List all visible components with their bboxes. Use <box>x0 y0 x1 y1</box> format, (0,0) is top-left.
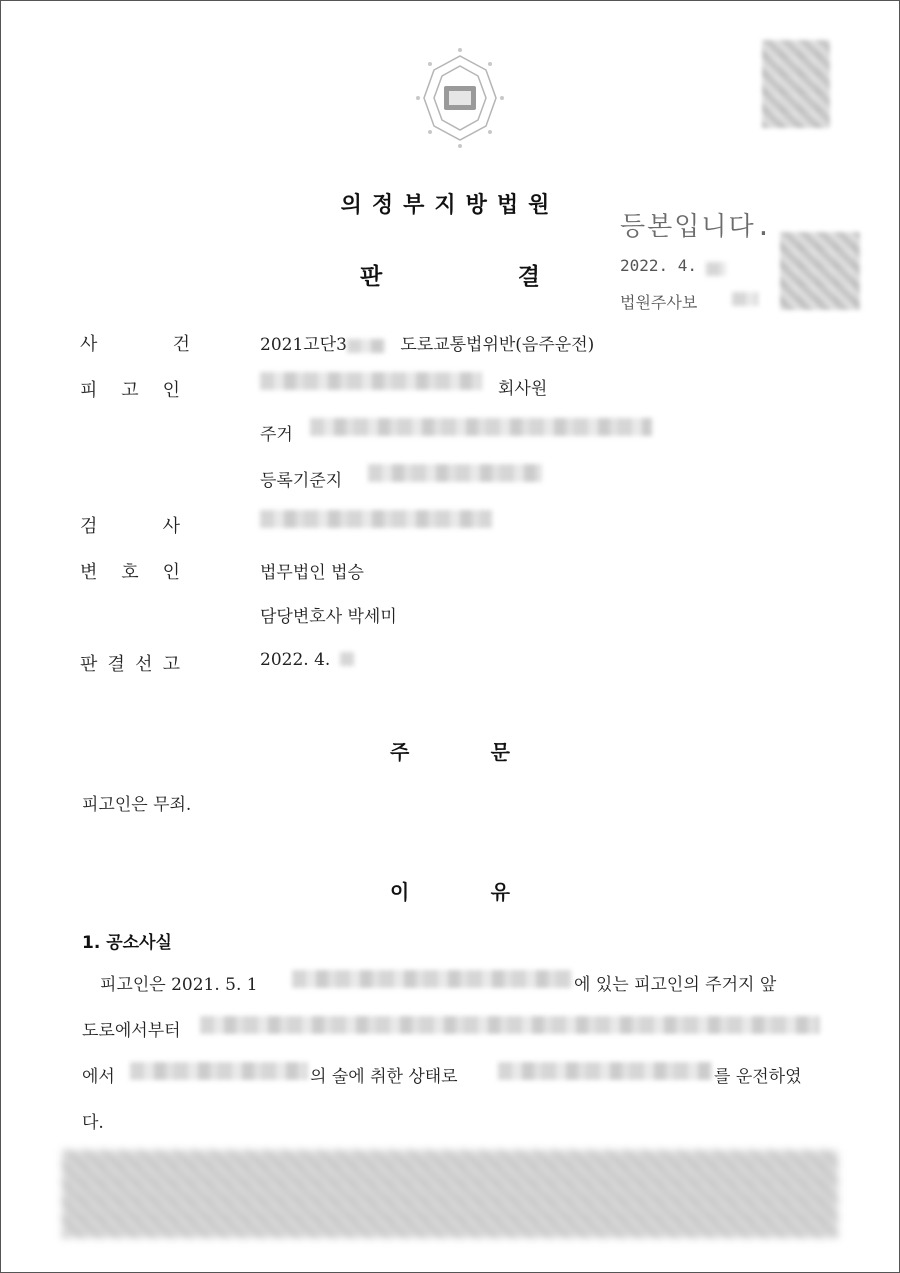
verdict-date-label: 판 결 선 고 <box>80 654 180 675</box>
title-char: 결 <box>517 264 540 290</box>
paragraph-line: 를 운전하였 <box>714 1067 802 1087</box>
redacted-prosecutor <box>260 510 492 528</box>
prosecutor-label: 검 사 <box>80 516 180 537</box>
redacted-text <box>292 970 572 988</box>
court-emblem-icon <box>400 38 520 158</box>
defendant-occupation: 회사원 <box>498 379 548 399</box>
case-label: 사 건 <box>80 334 190 355</box>
title-char: 판 <box>360 264 383 290</box>
attorney: 담당변호사 박세미 <box>260 607 397 627</box>
paragraph-line: 도로에서부터 <box>82 1021 181 1041</box>
defendant-label: 피 고 인 <box>80 380 180 401</box>
paragraph-line: 에서 <box>82 1067 115 1087</box>
counsel-label: 변 호 인 <box>80 562 180 583</box>
redacted-text <box>340 652 354 666</box>
reasons-heading: 이 유 <box>390 880 510 904</box>
case-value <box>260 330 594 355</box>
residence-label: 주거 <box>260 425 293 445</box>
paragraph-line: 의 술에 취한 상태로 <box>310 1067 458 1087</box>
redacted-text <box>347 339 385 353</box>
verdict-date: 2022. 4. <box>260 650 331 670</box>
court-name: 의정부지방법원 <box>340 193 560 218</box>
registry-label: 등록기준지 <box>260 471 343 491</box>
redacted-text <box>200 1016 820 1034</box>
redacted-seal <box>780 232 860 310</box>
subheading: 1. 공소사실 <box>82 933 172 953</box>
redacted-text <box>130 1062 308 1080</box>
certification-officer: 법원주사보 <box>620 293 698 312</box>
certification-date: 2022. 4. <box>620 256 698 275</box>
paragraph-line: 에 있는 피고인의 주거지 앞 <box>574 975 777 995</box>
redacted-block <box>62 1150 838 1238</box>
redacted-seal <box>762 40 830 128</box>
redacted-registry <box>368 464 542 482</box>
order-text: 피고인은 무죄. <box>82 795 192 815</box>
paragraph-line: 다. <box>82 1113 104 1133</box>
redacted-text <box>706 262 726 276</box>
redacted-text <box>732 292 758 306</box>
case-number: 2021고단3 <box>260 335 347 355</box>
document-title <box>360 258 540 291</box>
case-name: 도로교통법위반(음주운전) <box>400 335 595 355</box>
redacted-defendant-name <box>260 372 482 390</box>
certified-copy-stamp: 등본입니다. <box>620 212 774 242</box>
paragraph-line: 피고인은 2021. 5. 1 <box>100 975 258 995</box>
redacted-residence <box>310 418 652 436</box>
redacted-text <box>498 1062 712 1080</box>
order-heading: 주 문 <box>390 740 510 764</box>
law-firm: 법무법인 법승 <box>260 563 364 583</box>
